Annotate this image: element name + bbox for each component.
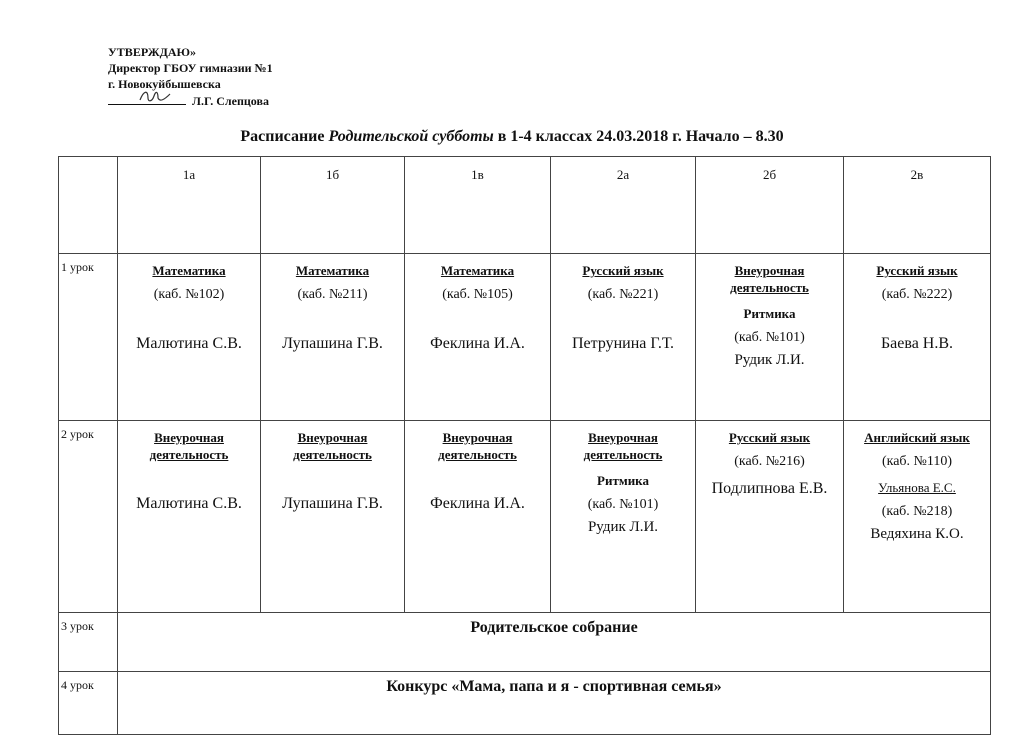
teacher: Феклина И.А.	[430, 495, 525, 512]
schedule-cell	[261, 254, 405, 421]
schedule-cell	[261, 421, 405, 613]
sub-subject: Ритмика	[743, 306, 796, 321]
signer-name: Л.Г. Слепцова	[192, 94, 269, 108]
class-header: 1в	[405, 157, 551, 254]
lesson-row	[59, 254, 991, 421]
lesson-label: 3 урок	[59, 613, 118, 672]
class-header: 2б	[696, 157, 844, 254]
room: (каб. №105)	[442, 287, 513, 302]
title-italic: Родительской субботы	[328, 128, 494, 145]
class-header: 2в	[844, 157, 991, 254]
sub-subject: Ритмика	[597, 473, 649, 488]
teacher: Баева Н.В.	[880, 335, 954, 352]
teacher: Петрунина Г.Т.	[571, 335, 675, 352]
lesson-label: 4 урок	[59, 672, 118, 735]
subject: Русский язык	[728, 430, 811, 445]
lesson-label: 1 урок	[59, 254, 118, 421]
lesson-row	[59, 613, 991, 672]
room: (каб. №110)	[881, 454, 953, 469]
teacher: Лупашина Г.В.	[282, 335, 383, 352]
teacher: Ведяхина К.О.	[870, 526, 964, 542]
subject: Математика	[152, 263, 226, 278]
title-part-2: в 1-4 классах 24.03.2018 г. Начало – 8.30	[497, 128, 784, 145]
contest-cell: Конкурс «Мама, папа и я - спортивная семья»	[118, 672, 991, 735]
schedule-cell	[118, 421, 261, 613]
lesson-row	[59, 421, 991, 613]
class-header: 1б	[261, 157, 405, 254]
subject: Внеурочная деятельность	[730, 263, 809, 295]
schedule-cell	[696, 254, 844, 421]
room: (каб. №221)	[587, 287, 659, 302]
approval-line-1: УТВЕРЖДАЮ»	[108, 45, 197, 59]
corner-cell	[59, 157, 118, 254]
teacher: Малютина С.В.	[136, 495, 242, 512]
parent-meeting-cell: Родительское собрание	[118, 613, 991, 672]
subject: Математика	[295, 263, 370, 278]
schedule-cell	[118, 254, 261, 421]
room: (каб. №101)	[734, 330, 805, 345]
teacher: Рудик Л.И.	[734, 352, 805, 368]
teacher: Феклина И.А.	[430, 335, 525, 352]
teacher: Малютина С.В.	[136, 335, 242, 352]
schedule-cell	[551, 421, 696, 613]
schedule-table	[58, 156, 991, 735]
subject: Внеурочная деятельность	[149, 430, 229, 462]
room: (каб. №218)	[881, 504, 953, 519]
teacher: Подлипнова Е.В.	[711, 480, 828, 497]
page-title	[0, 128, 1024, 146]
schedule-cell	[551, 254, 696, 421]
class-header: 2а	[551, 157, 696, 254]
approval-block	[108, 44, 273, 109]
approval-line-3: г. Новокуйбышевска	[108, 77, 221, 91]
teacher: Ульянова Е.С.	[878, 480, 956, 495]
subject: Математика	[440, 263, 515, 278]
signature-underline	[108, 92, 186, 105]
approval-line-2: Директор ГБОУ гимназии №1	[108, 61, 273, 75]
room: (каб. №211)	[297, 287, 368, 302]
subject: Внеурочная деятельность	[583, 430, 663, 462]
subject: Английский язык	[864, 430, 970, 445]
subject: Русский язык	[582, 263, 664, 278]
subject: Внеурочная деятельность	[293, 430, 372, 462]
lesson-label: 2 урок	[59, 421, 118, 613]
schedule-cell	[696, 421, 844, 613]
lesson-row	[59, 672, 991, 735]
room: (каб. №102)	[153, 287, 225, 302]
teacher: Рудик Л.И.	[587, 519, 659, 535]
schedule-cell	[844, 254, 991, 421]
teacher: Лупашина Г.В.	[282, 495, 383, 512]
header-row	[59, 157, 991, 254]
signature-line	[108, 92, 273, 109]
schedule-cell	[405, 254, 551, 421]
room: (каб. №216)	[734, 454, 805, 469]
schedule-cell	[405, 421, 551, 613]
class-header: 1а	[118, 157, 261, 254]
room: (каб. №101)	[587, 497, 659, 512]
handwritten-signature	[136, 86, 176, 106]
subject: Русский язык	[876, 263, 958, 278]
subject: Внеурочная деятельность	[438, 430, 517, 462]
title-part-1: Расписание	[240, 128, 325, 145]
schedule-cell	[844, 421, 991, 613]
room: (каб. №222)	[881, 287, 953, 302]
